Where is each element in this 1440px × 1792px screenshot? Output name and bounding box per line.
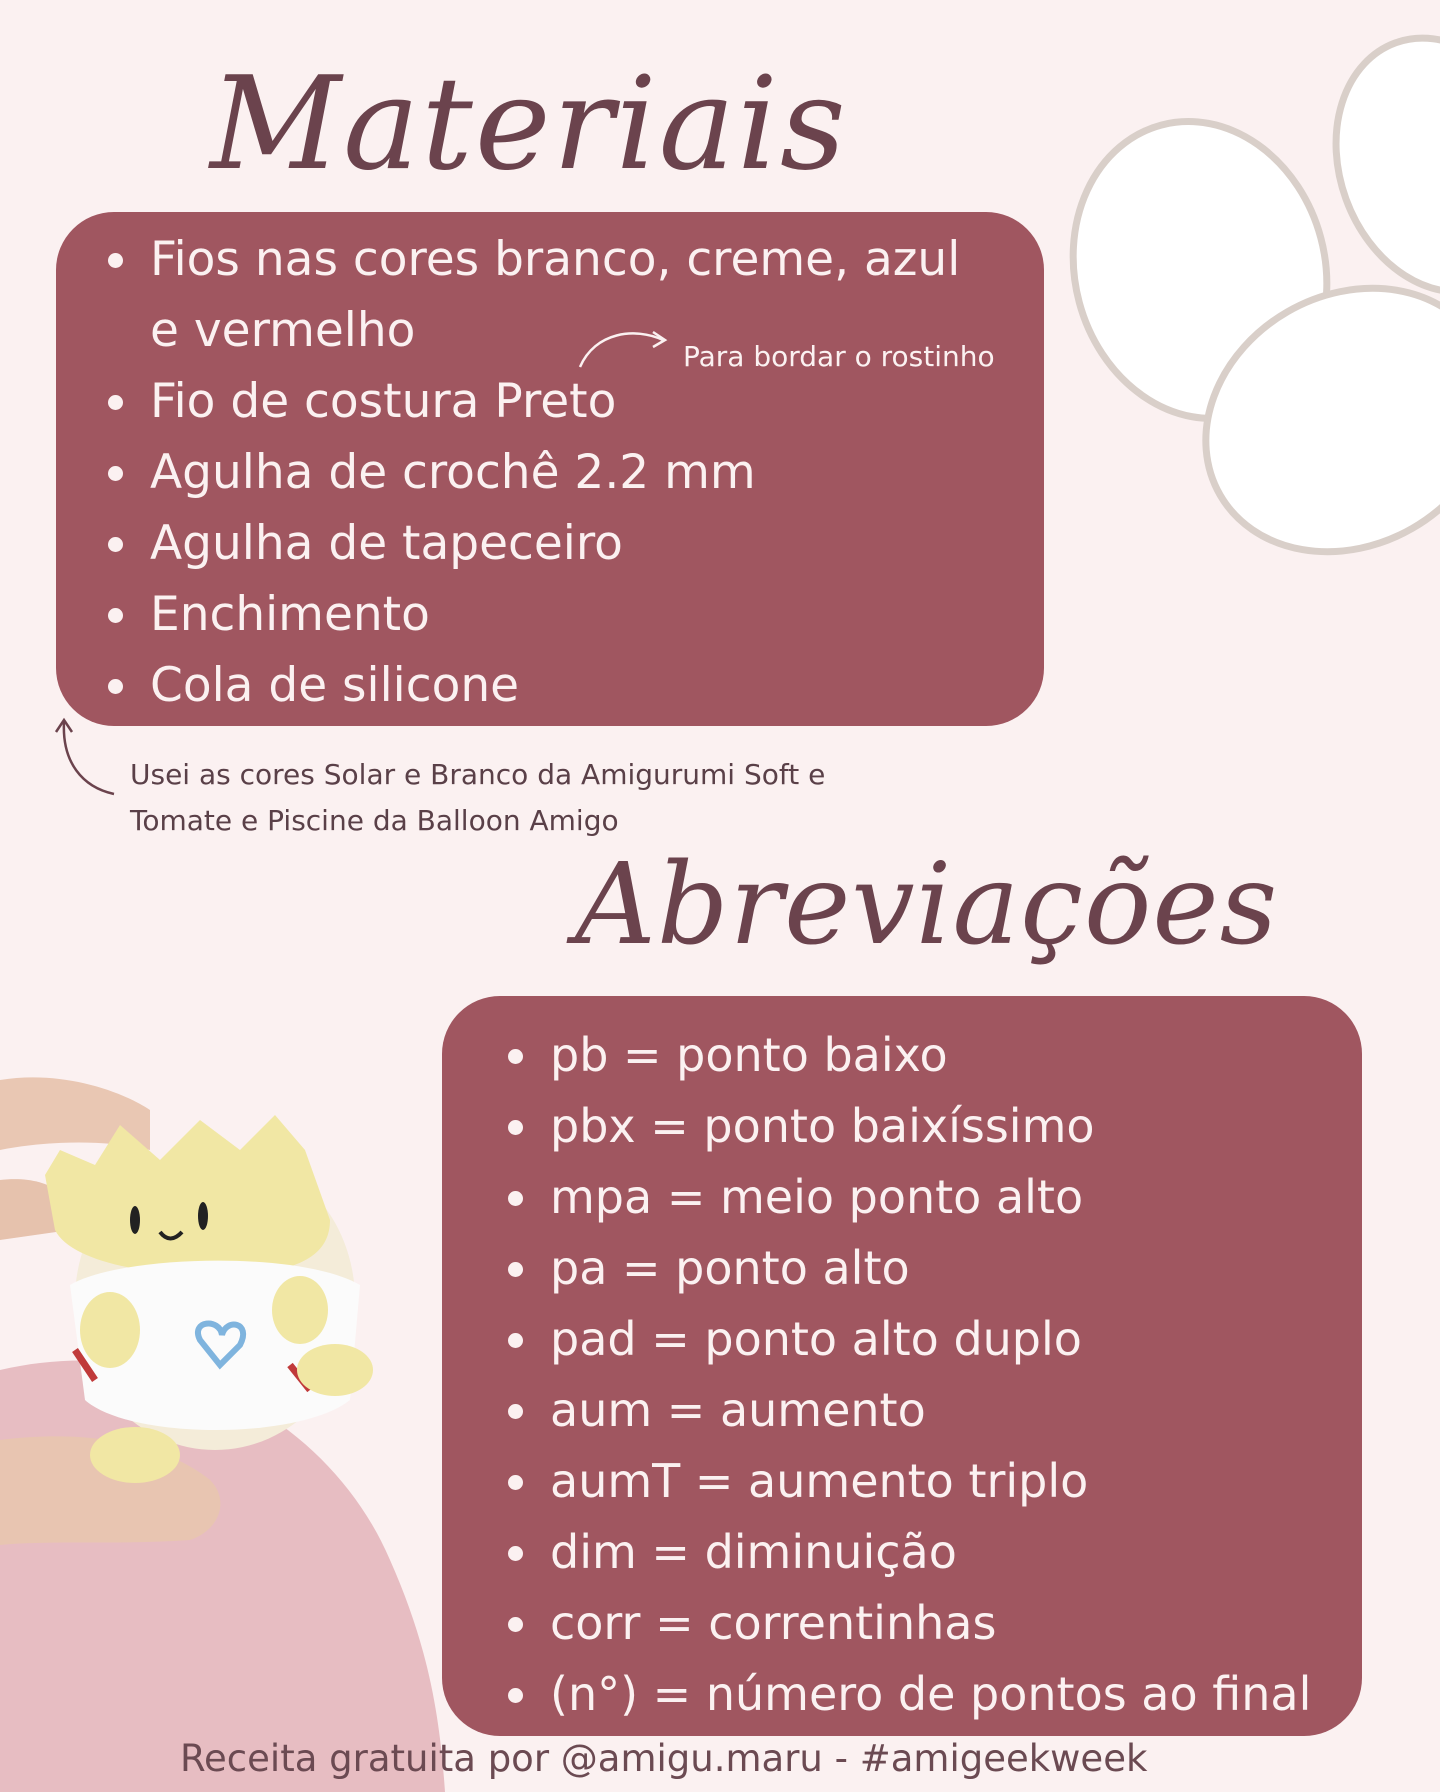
list-item: (n°) = número de pontos ao final — [550, 1659, 1362, 1730]
abreviacoes-card — [442, 996, 1362, 1736]
list-item: pad = ponto alto duplo — [550, 1304, 1362, 1375]
bullet-icon — [508, 1404, 523, 1419]
list-item: Fios nas cores branco, creme, azul — [150, 224, 1044, 295]
materiais-list — [56, 212, 1044, 721]
materiais-card — [56, 212, 1044, 726]
bullet-icon — [108, 679, 123, 694]
list-item: e vermelho — [150, 303, 416, 358]
bullet-icon — [508, 1617, 523, 1632]
eggs-illustration — [1040, 9, 1440, 604]
list-item: aumT = aumento triplo — [550, 1446, 1362, 1517]
bullet-icon — [508, 1475, 523, 1490]
bullet-icon — [108, 466, 123, 481]
list-item: Fio de costura Preto — [150, 366, 1044, 437]
bullet-icon — [508, 1262, 523, 1277]
list-item: pb = ponto baixo — [550, 1020, 1362, 1091]
materiais-title: Materiais — [210, 50, 848, 199]
curved-arrow-icon — [575, 322, 675, 372]
curved-arrow-icon — [52, 712, 122, 802]
list-item: corr = correntinhas — [550, 1588, 1362, 1659]
bullet-icon — [108, 253, 123, 268]
list-item: aum = aumento — [550, 1375, 1362, 1446]
footer-credit: Receita gratuita por @amigu.maru - #amigeekweek — [180, 1737, 1148, 1780]
list-item: dim = diminuição — [550, 1517, 1362, 1588]
list-item: Agulha de crochê 2.2 mm — [150, 437, 1044, 508]
bullet-icon — [508, 1688, 523, 1703]
note-bordar: Para bordar o rostinho — [683, 340, 995, 373]
abreviacoes-list — [442, 996, 1362, 1730]
note-cores-line: Tomate e Piscine da Balloon Amigo — [130, 804, 619, 837]
list-item: mpa = meio ponto alto — [550, 1162, 1362, 1233]
bullet-icon — [508, 1333, 523, 1348]
note-cores — [130, 752, 1030, 844]
list-item: Cola de silicone — [150, 650, 1044, 721]
bullet-icon — [108, 608, 123, 623]
list-item: pa = ponto alto — [550, 1233, 1362, 1304]
bullet-icon — [508, 1546, 523, 1561]
note-cores-line: Usei as cores Solar e Branco da Amigurumi Soft e — [130, 758, 826, 791]
list-item: Enchimento — [150, 579, 1044, 650]
bullet-icon — [108, 395, 123, 410]
bullet-icon — [508, 1049, 523, 1064]
abreviacoes-title: Abreviações — [575, 840, 1279, 970]
bullet-icon — [108, 537, 123, 552]
list-item: pbx = ponto baixíssimo — [550, 1091, 1362, 1162]
bullet-icon — [508, 1191, 523, 1206]
bullet-icon — [508, 1120, 523, 1135]
list-item: Agulha de tapeceiro — [150, 508, 1044, 579]
